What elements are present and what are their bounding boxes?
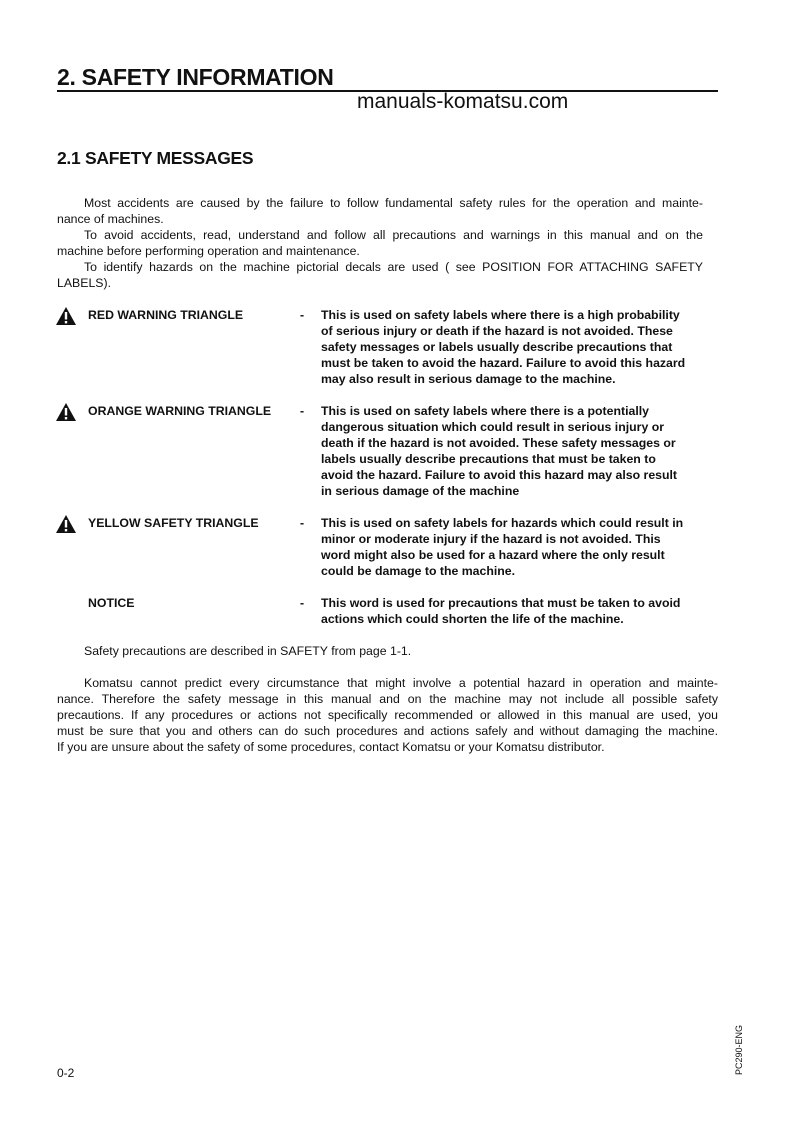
entry-description-line: labels usually describe precautions that must be taken to: [321, 452, 656, 466]
entry-description-line: may also result in serious damage to the machine.: [321, 372, 616, 386]
closing-line: If you are unsure about the safety of some procedures, contact Komatsu or your Komatsu distributor.: [57, 740, 605, 754]
entry-description-line: must be taken to avoid the hazard. Failure to avoid this hazard: [321, 356, 686, 370]
entry-description-line: could be damage to the machine.: [321, 564, 516, 578]
intro-line: machine before performing operation and maintenance.: [57, 244, 360, 258]
warning-triangle-icon: [56, 307, 76, 325]
entry-description-line: This is used on safety labels for hazards which could result in: [321, 516, 684, 530]
entry-description-line: minor or moderate injury if the hazard is not avoided. This: [321, 532, 661, 546]
entry-label: YELLOW SAFETY TRIANGLE: [88, 516, 259, 530]
closing-line: nance. Therefore the safety message in this manual and on the machine may not include all possible safety: [57, 692, 718, 706]
entry-description-line: dangerous situation which could result in serious injury or: [321, 420, 664, 434]
entry-description-line: This is used on safety labels where there is a potentially: [321, 404, 650, 418]
entry-description-line: death if the hazard is not avoided. These safety messages or: [321, 436, 676, 450]
closing-line: precautions. If any procedures or actions not specifically recommended or allowed in this manual are used, you: [57, 708, 718, 722]
page-number: 0-2: [57, 1066, 75, 1080]
section-title: 2.1 SAFETY MESSAGES: [57, 148, 254, 168]
warning-triangle-icon: [56, 403, 76, 421]
entry-description-line: avoid the hazard. Failure to avoid this hazard may also result: [321, 468, 678, 482]
entry-description-line: This is used on safety labels where there is a high probability: [321, 308, 680, 322]
entry-dash: -: [300, 516, 305, 530]
intro-line: To avoid accidents, read, understand and follow all precautions and warnings in this manual and on the: [84, 228, 703, 242]
entry-label: RED WARNING TRIANGLE: [88, 308, 244, 322]
intro-line: To identify hazards on the machine pictorial decals are used ( see POSITION FOR ATTACHING SAFETY: [84, 260, 703, 274]
closing-line: Komatsu cannot predict every circumstance that might involve a potential hazard in operation and mainte-: [84, 676, 718, 690]
entry-description-line: word might also be used for a hazard where the only result: [321, 548, 665, 562]
entry-dash: -: [300, 308, 305, 322]
entry-description-line: safety messages or labels usually describe precautions that: [321, 340, 673, 354]
page-title: 2. SAFETY INFORMATION: [57, 64, 334, 90]
watermark-text: manuals-komatsu.com: [357, 90, 569, 113]
entry-description-line: actions which could shorten the life of the machine.: [321, 612, 624, 626]
entry-dash: -: [300, 596, 305, 610]
entry-label: ORANGE WARNING TRIANGLE: [88, 404, 272, 418]
warning-triangle-icon: [56, 515, 76, 533]
entry-dash: -: [300, 404, 305, 418]
entry-description-line: in serious damage of the machine: [321, 484, 520, 498]
entry-description-line: of serious injury or death if the hazard is not avoided. These: [321, 324, 673, 338]
document-code: PC290-ENG: [734, 1024, 744, 1075]
intro-line: LABELS).: [57, 276, 111, 290]
reference-text: Safety precautions are described in SAFETY from page 1-1.: [84, 644, 412, 658]
closing-line: must be sure that you and others can do such procedures and actions safely and without damaging the machine.: [57, 724, 718, 738]
entry-description-line: This word is used for precautions that must be taken to avoid: [321, 596, 681, 610]
entry-label: NOTICE: [88, 596, 135, 610]
intro-line: nance of machines.: [57, 212, 164, 226]
intro-line: Most accidents are caused by the failure to follow fundamental safety rules for the operation and mainte-: [84, 196, 703, 210]
